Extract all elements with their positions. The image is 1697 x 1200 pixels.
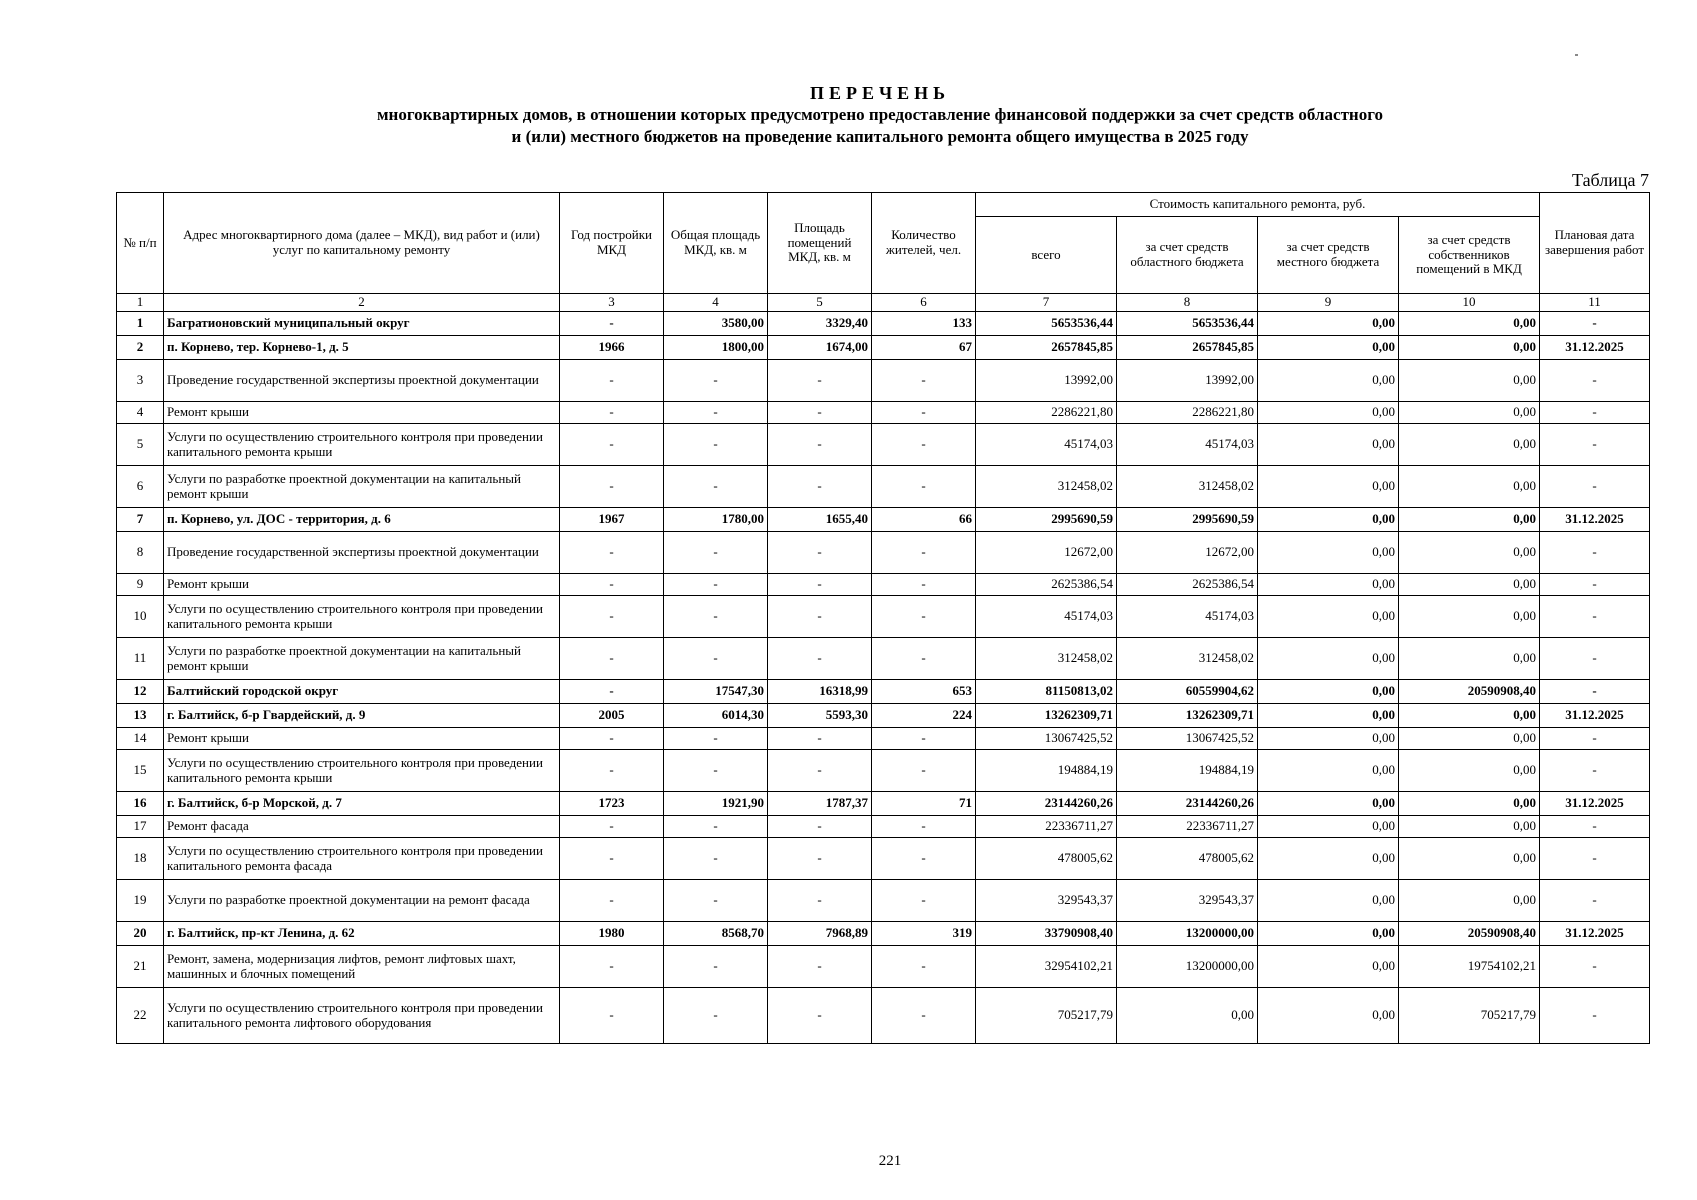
column-number-cell: 5 [768, 294, 872, 312]
premises-area-cell: 1674,00 [768, 336, 872, 360]
cost-local-cell: 0,00 [1258, 988, 1399, 1044]
cost-total-cell: 23144260,26 [976, 792, 1117, 816]
cost-local-cell: 0,00 [1258, 532, 1399, 574]
header-address: Адрес многоквартирного дома (далее – МКД), вид работ и (или) услуг по капитальному ремонту [164, 193, 560, 294]
cost-local-cell: 0,00 [1258, 312, 1399, 336]
row-number-cell: 20 [117, 922, 164, 946]
total-area-cell: - [664, 596, 768, 638]
column-number-cell: 6 [872, 294, 976, 312]
cost-local-cell: 0,00 [1258, 466, 1399, 508]
residents-cell: 133 [872, 312, 976, 336]
address-cell: Ремонт фасада [164, 816, 560, 838]
year-cell: - [560, 424, 664, 466]
cost-regional-cell: 478005,62 [1117, 838, 1258, 880]
cost-local-cell: 0,00 [1258, 574, 1399, 596]
row-number-cell: 11 [117, 638, 164, 680]
header-cost-group: Стоимость капитального ремонта, руб. [976, 193, 1540, 217]
residents-cell: 224 [872, 704, 976, 728]
row-number-cell: 12 [117, 680, 164, 704]
address-cell: Проведение государственной экспертизы проектной документации [164, 360, 560, 402]
column-number-cell: 1 [117, 294, 164, 312]
cost-regional-cell: 2995690,59 [1117, 508, 1258, 532]
premises-area-cell: - [768, 946, 872, 988]
cost-owners-cell: 19754102,21 [1399, 946, 1540, 988]
header-cost-local: за счет средств местного бюджета [1258, 217, 1399, 294]
cost-regional-cell: 22336711,27 [1117, 816, 1258, 838]
cost-local-cell: 0,00 [1258, 880, 1399, 922]
year-cell: 1966 [560, 336, 664, 360]
table-row [117, 922, 1650, 946]
row-number-cell: 4 [117, 402, 164, 424]
cost-total-cell: 13067425,52 [976, 728, 1117, 750]
residents-cell: - [872, 424, 976, 466]
cost-regional-cell: 2657845,85 [1117, 336, 1258, 360]
cost-owners-cell: 0,00 [1399, 728, 1540, 750]
column-number-cell: 9 [1258, 294, 1399, 312]
column-number-cell: 4 [664, 294, 768, 312]
year-cell: - [560, 946, 664, 988]
row-number-cell: 19 [117, 880, 164, 922]
header-cost-total: всего [976, 217, 1117, 294]
page-number: 221 [878, 1153, 902, 1169]
premises-area-cell: - [768, 988, 872, 1044]
total-area-cell: 1921,90 [664, 792, 768, 816]
planned-date-cell: 31.12.2025 [1540, 704, 1650, 728]
cost-total-cell: 194884,19 [976, 750, 1117, 792]
year-cell: 2005 [560, 704, 664, 728]
total-area-cell: - [664, 988, 768, 1044]
planned-date-cell: - [1540, 816, 1650, 838]
residents-cell: - [872, 946, 976, 988]
cost-owners-cell: 0,00 [1399, 424, 1540, 466]
total-area-cell: - [664, 532, 768, 574]
total-area-cell: - [664, 466, 768, 508]
address-cell: г. Балтийск, б-р Морской, д. 7 [164, 792, 560, 816]
table-row [117, 816, 1650, 838]
address-cell: Услуги по осуществлению строительного контроля при проведении капитального ремонта крыши [164, 750, 560, 792]
year-cell: - [560, 532, 664, 574]
row-number-cell: 15 [117, 750, 164, 792]
year-cell: - [560, 750, 664, 792]
premises-area-cell: 1655,40 [768, 508, 872, 532]
cost-local-cell: 0,00 [1258, 596, 1399, 638]
cost-owners-cell: 0,00 [1399, 838, 1540, 880]
planned-date-cell: - [1540, 596, 1650, 638]
document-subtitle-line-1: многоквартирных домов, в отношении которых предусмотрено предоставление финансовой поддержки за счет средств областного [376, 105, 1384, 124]
total-area-cell: 17547,30 [664, 680, 768, 704]
cost-total-cell: 33790908,40 [976, 922, 1117, 946]
premises-area-cell: 1787,37 [768, 792, 872, 816]
address-cell: Ремонт крыши [164, 402, 560, 424]
planned-date-cell: - [1540, 680, 1650, 704]
address-cell: г. Балтийск, б-р Гвардейский, д. 9 [164, 704, 560, 728]
total-area-cell: - [664, 728, 768, 750]
address-cell: Услуги по осуществлению строительного контроля при проведении капитального ремонта фасада [164, 838, 560, 880]
cost-regional-cell: 312458,02 [1117, 466, 1258, 508]
header-total-area: Общая площадь МКД, кв. м [664, 193, 768, 294]
residents-cell: - [872, 728, 976, 750]
planned-date-cell: 31.12.2025 [1540, 508, 1650, 532]
residents-cell: 71 [872, 792, 976, 816]
cost-total-cell: 81150813,02 [976, 680, 1117, 704]
cost-regional-cell: 0,00 [1117, 988, 1258, 1044]
row-number-cell: 9 [117, 574, 164, 596]
planned-date-cell: - [1540, 466, 1650, 508]
premises-area-cell: - [768, 750, 872, 792]
planned-date-cell: - [1540, 360, 1650, 402]
address-cell: Услуги по осуществлению строительного контроля при проведении капитального ремонта крыши [164, 424, 560, 466]
row-number-cell: 17 [117, 816, 164, 838]
row-number-cell: 13 [117, 704, 164, 728]
cost-regional-cell: 12672,00 [1117, 532, 1258, 574]
premises-area-cell: 3329,40 [768, 312, 872, 336]
residents-cell: - [872, 532, 976, 574]
address-cell: Услуги по разработке проектной документации на капитальный ремонт крыши [164, 638, 560, 680]
table-row [117, 466, 1650, 508]
total-area-cell: - [664, 638, 768, 680]
premises-area-cell: - [768, 424, 872, 466]
year-cell: - [560, 880, 664, 922]
residents-cell: - [872, 816, 976, 838]
table-row [117, 792, 1650, 816]
total-area-cell: 8568,70 [664, 922, 768, 946]
document-title-block [0, 82, 1697, 148]
address-cell: Ремонт крыши [164, 574, 560, 596]
year-cell: - [560, 816, 664, 838]
planned-date-cell: - [1540, 838, 1650, 880]
table-row [117, 728, 1650, 750]
year-cell: - [560, 728, 664, 750]
planned-date-cell: - [1540, 728, 1650, 750]
table-row [117, 988, 1650, 1044]
table-label: Таблица 7 [1572, 170, 1649, 190]
cost-owners-cell: 0,00 [1399, 466, 1540, 508]
residents-cell: - [872, 402, 976, 424]
year-cell: - [560, 838, 664, 880]
repair-list-table [116, 192, 1650, 1044]
cost-regional-cell: 2625386,54 [1117, 574, 1258, 596]
address-cell: п. Корнево, ул. ДОС - территория, д. 6 [164, 508, 560, 532]
table-row [117, 638, 1650, 680]
total-area-cell: - [664, 424, 768, 466]
cost-owners-cell: 0,00 [1399, 792, 1540, 816]
planned-date-cell: - [1540, 880, 1650, 922]
cost-regional-cell: 13262309,71 [1117, 704, 1258, 728]
address-cell: г. Балтийск, пр-кт Ленина, д. 62 [164, 922, 560, 946]
table-row [117, 508, 1650, 532]
residents-cell: - [872, 988, 976, 1044]
total-area-cell: - [664, 574, 768, 596]
cost-total-cell: 329543,37 [976, 880, 1117, 922]
address-cell: Услуги по осуществлению строительного контроля при проведении капитального ремонта крыши [164, 596, 560, 638]
cost-owners-cell: 0,00 [1399, 574, 1540, 596]
premises-area-cell: - [768, 838, 872, 880]
cost-total-cell: 13262309,71 [976, 704, 1117, 728]
premises-area-cell: 16318,99 [768, 680, 872, 704]
residents-cell: - [872, 574, 976, 596]
address-cell: Багратионовский муниципальный округ [164, 312, 560, 336]
row-number-cell: 14 [117, 728, 164, 750]
address-cell: Балтийский городской округ [164, 680, 560, 704]
table-row [117, 596, 1650, 638]
planned-date-cell: 31.12.2025 [1540, 792, 1650, 816]
column-number-cell: 10 [1399, 294, 1540, 312]
row-number-cell: 22 [117, 988, 164, 1044]
cost-regional-cell: 13992,00 [1117, 360, 1258, 402]
planned-date-cell: - [1540, 574, 1650, 596]
cost-total-cell: 13992,00 [976, 360, 1117, 402]
year-cell: 1967 [560, 508, 664, 532]
cost-owners-cell: 20590908,40 [1399, 680, 1540, 704]
row-number-cell: 3 [117, 360, 164, 402]
planned-date-cell: - [1540, 312, 1650, 336]
year-cell: 1723 [560, 792, 664, 816]
cost-owners-cell: 0,00 [1399, 704, 1540, 728]
address-cell: Услуги по разработке проектной документации на капитальный ремонт крыши [164, 466, 560, 508]
document-subtitle-line-2: и (или) местного бюджетов на проведение капитального ремонта общего имущества в 2025 году [511, 127, 1249, 146]
cost-owners-cell: 0,00 [1399, 880, 1540, 922]
year-cell: - [560, 988, 664, 1044]
planned-date-cell: - [1540, 402, 1650, 424]
year-cell: - [560, 402, 664, 424]
column-number-cell: 8 [1117, 294, 1258, 312]
scan-artifact [1575, 54, 1578, 56]
premises-area-cell: - [768, 402, 872, 424]
cost-total-cell: 2657845,85 [976, 336, 1117, 360]
column-number-cell: 7 [976, 294, 1117, 312]
cost-total-cell: 2625386,54 [976, 574, 1117, 596]
header-premises-area: Площадь помещений МКД, кв. м [768, 193, 872, 294]
premises-area-cell: - [768, 728, 872, 750]
table-row [117, 360, 1650, 402]
premises-area-cell: 7968,89 [768, 922, 872, 946]
cost-local-cell: 0,00 [1258, 360, 1399, 402]
cost-regional-cell: 13067425,52 [1117, 728, 1258, 750]
cost-regional-cell: 13200000,00 [1117, 946, 1258, 988]
total-area-cell: - [664, 946, 768, 988]
address-cell: Проведение государственной экспертизы проектной документации [164, 532, 560, 574]
row-number-cell: 5 [117, 424, 164, 466]
cost-local-cell: 0,00 [1258, 336, 1399, 360]
planned-date-cell: - [1540, 750, 1650, 792]
residents-cell: - [872, 638, 976, 680]
year-cell: - [560, 312, 664, 336]
cost-regional-cell: 60559904,62 [1117, 680, 1258, 704]
year-cell: - [560, 638, 664, 680]
row-number-cell: 7 [117, 508, 164, 532]
header-cost-regional: за счет средств областного бюджета [1117, 217, 1258, 294]
row-number-cell: 16 [117, 792, 164, 816]
total-area-cell: - [664, 880, 768, 922]
total-area-cell: 1780,00 [664, 508, 768, 532]
total-area-cell: 1800,00 [664, 336, 768, 360]
total-area-cell: - [664, 360, 768, 402]
residents-cell: 67 [872, 336, 976, 360]
cost-owners-cell: 0,00 [1399, 638, 1540, 680]
residents-cell: - [872, 880, 976, 922]
header-year: Год постройки МКД [560, 193, 664, 294]
table-body [117, 312, 1650, 1044]
table-row [117, 574, 1650, 596]
cost-owners-cell: 705217,79 [1399, 988, 1540, 1044]
row-number-cell: 2 [117, 336, 164, 360]
table-row [117, 312, 1650, 336]
total-area-cell: - [664, 816, 768, 838]
cost-regional-cell: 45174,03 [1117, 596, 1258, 638]
year-cell: - [560, 680, 664, 704]
cost-total-cell: 22336711,27 [976, 816, 1117, 838]
residents-cell: 653 [872, 680, 976, 704]
planned-date-cell: - [1540, 638, 1650, 680]
cost-local-cell: 0,00 [1258, 424, 1399, 466]
header-cost-owners: за счет средств собственников помещений в МКД [1399, 217, 1540, 294]
column-number-row [117, 294, 1650, 312]
total-area-cell: - [664, 838, 768, 880]
table-row [117, 532, 1650, 574]
cost-owners-cell: 20590908,40 [1399, 922, 1540, 946]
premises-area-cell: - [768, 880, 872, 922]
cost-total-cell: 705217,79 [976, 988, 1117, 1044]
planned-date-cell: - [1540, 532, 1650, 574]
premises-area-cell: - [768, 532, 872, 574]
row-number-cell: 18 [117, 838, 164, 880]
premises-area-cell: - [768, 360, 872, 402]
cost-regional-cell: 194884,19 [1117, 750, 1258, 792]
cost-owners-cell: 0,00 [1399, 336, 1540, 360]
table-row [117, 946, 1650, 988]
cost-total-cell: 45174,03 [976, 596, 1117, 638]
row-number-cell: 1 [117, 312, 164, 336]
planned-date-cell: 31.12.2025 [1540, 922, 1650, 946]
address-cell: Услуги по осуществлению строительного контроля при проведении капитального ремонта лифтового оборудования [164, 988, 560, 1044]
planned-date-cell: - [1540, 424, 1650, 466]
cost-local-cell: 0,00 [1258, 402, 1399, 424]
total-area-cell: 3580,00 [664, 312, 768, 336]
cost-owners-cell: 0,00 [1399, 360, 1540, 402]
cost-owners-cell: 0,00 [1399, 596, 1540, 638]
cost-local-cell: 0,00 [1258, 704, 1399, 728]
planned-date-cell: - [1540, 988, 1650, 1044]
cost-local-cell: 0,00 [1258, 750, 1399, 792]
header-planned-date: Плановая дата завершения работ [1540, 193, 1650, 294]
address-cell: Услуги по разработке проектной документации на ремонт фасада [164, 880, 560, 922]
address-cell: Ремонт крыши [164, 728, 560, 750]
premises-area-cell: - [768, 466, 872, 508]
residents-cell: 66 [872, 508, 976, 532]
cost-local-cell: 0,00 [1258, 816, 1399, 838]
total-area-cell: - [664, 402, 768, 424]
column-number-cell: 11 [1540, 294, 1650, 312]
cost-regional-cell: 2286221,80 [1117, 402, 1258, 424]
residents-cell: - [872, 596, 976, 638]
cost-regional-cell: 5653536,44 [1117, 312, 1258, 336]
residents-cell: - [872, 466, 976, 508]
cost-regional-cell: 23144260,26 [1117, 792, 1258, 816]
residents-cell: - [872, 750, 976, 792]
residents-cell: 319 [872, 922, 976, 946]
cost-owners-cell: 0,00 [1399, 508, 1540, 532]
cost-total-cell: 312458,02 [976, 466, 1117, 508]
premises-area-cell: 5593,30 [768, 704, 872, 728]
cost-total-cell: 2286221,80 [976, 402, 1117, 424]
premises-area-cell: - [768, 638, 872, 680]
cost-local-cell: 0,00 [1258, 792, 1399, 816]
cost-total-cell: 312458,02 [976, 638, 1117, 680]
cost-local-cell: 0,00 [1258, 838, 1399, 880]
table-row [117, 336, 1650, 360]
document-title: ПЕРЕЧЕНЬ [809, 83, 951, 103]
header-residents: Количество жителей, чел. [872, 193, 976, 294]
cost-local-cell: 0,00 [1258, 508, 1399, 532]
cost-local-cell: 0,00 [1258, 946, 1399, 988]
row-number-cell: 8 [117, 532, 164, 574]
cost-owners-cell: 0,00 [1399, 750, 1540, 792]
cost-regional-cell: 329543,37 [1117, 880, 1258, 922]
cost-owners-cell: 0,00 [1399, 402, 1540, 424]
header-num: № п/п [117, 193, 164, 294]
cost-total-cell: 5653536,44 [976, 312, 1117, 336]
cost-total-cell: 32954102,21 [976, 946, 1117, 988]
address-cell: п. Корнево, тер. Корнево-1, д. 5 [164, 336, 560, 360]
cost-local-cell: 0,00 [1258, 680, 1399, 704]
cost-local-cell: 0,00 [1258, 728, 1399, 750]
premises-area-cell: - [768, 816, 872, 838]
table-row [117, 750, 1650, 792]
planned-date-cell: - [1540, 946, 1650, 988]
cost-total-cell: 478005,62 [976, 838, 1117, 880]
table-row [117, 424, 1650, 466]
cost-regional-cell: 312458,02 [1117, 638, 1258, 680]
row-number-cell: 21 [117, 946, 164, 988]
cost-regional-cell: 13200000,00 [1117, 922, 1258, 946]
column-number-cell: 2 [164, 294, 560, 312]
residents-cell: - [872, 360, 976, 402]
year-cell: - [560, 596, 664, 638]
cost-owners-cell: 0,00 [1399, 532, 1540, 574]
premises-area-cell: - [768, 596, 872, 638]
planned-date-cell: 31.12.2025 [1540, 336, 1650, 360]
cost-owners-cell: 0,00 [1399, 816, 1540, 838]
total-area-cell: 6014,30 [664, 704, 768, 728]
table-row [117, 880, 1650, 922]
premises-area-cell: - [768, 574, 872, 596]
table-row [117, 680, 1650, 704]
table-row [117, 402, 1650, 424]
cost-owners-cell: 0,00 [1399, 312, 1540, 336]
cost-total-cell: 12672,00 [976, 532, 1117, 574]
address-cell: Ремонт, замена, модернизация лифтов, ремонт лифтовых шахт, машинных и блочных помещений [164, 946, 560, 988]
year-cell: - [560, 466, 664, 508]
column-number-cell: 3 [560, 294, 664, 312]
cost-total-cell: 45174,03 [976, 424, 1117, 466]
cost-total-cell: 2995690,59 [976, 508, 1117, 532]
table-row [117, 838, 1650, 880]
row-number-cell: 6 [117, 466, 164, 508]
row-number-cell: 10 [117, 596, 164, 638]
table-row [117, 704, 1650, 728]
cost-regional-cell: 45174,03 [1117, 424, 1258, 466]
cost-local-cell: 0,00 [1258, 638, 1399, 680]
residents-cell: - [872, 838, 976, 880]
cost-local-cell: 0,00 [1258, 922, 1399, 946]
year-cell: - [560, 574, 664, 596]
year-cell: 1980 [560, 922, 664, 946]
total-area-cell: - [664, 750, 768, 792]
year-cell: - [560, 360, 664, 402]
